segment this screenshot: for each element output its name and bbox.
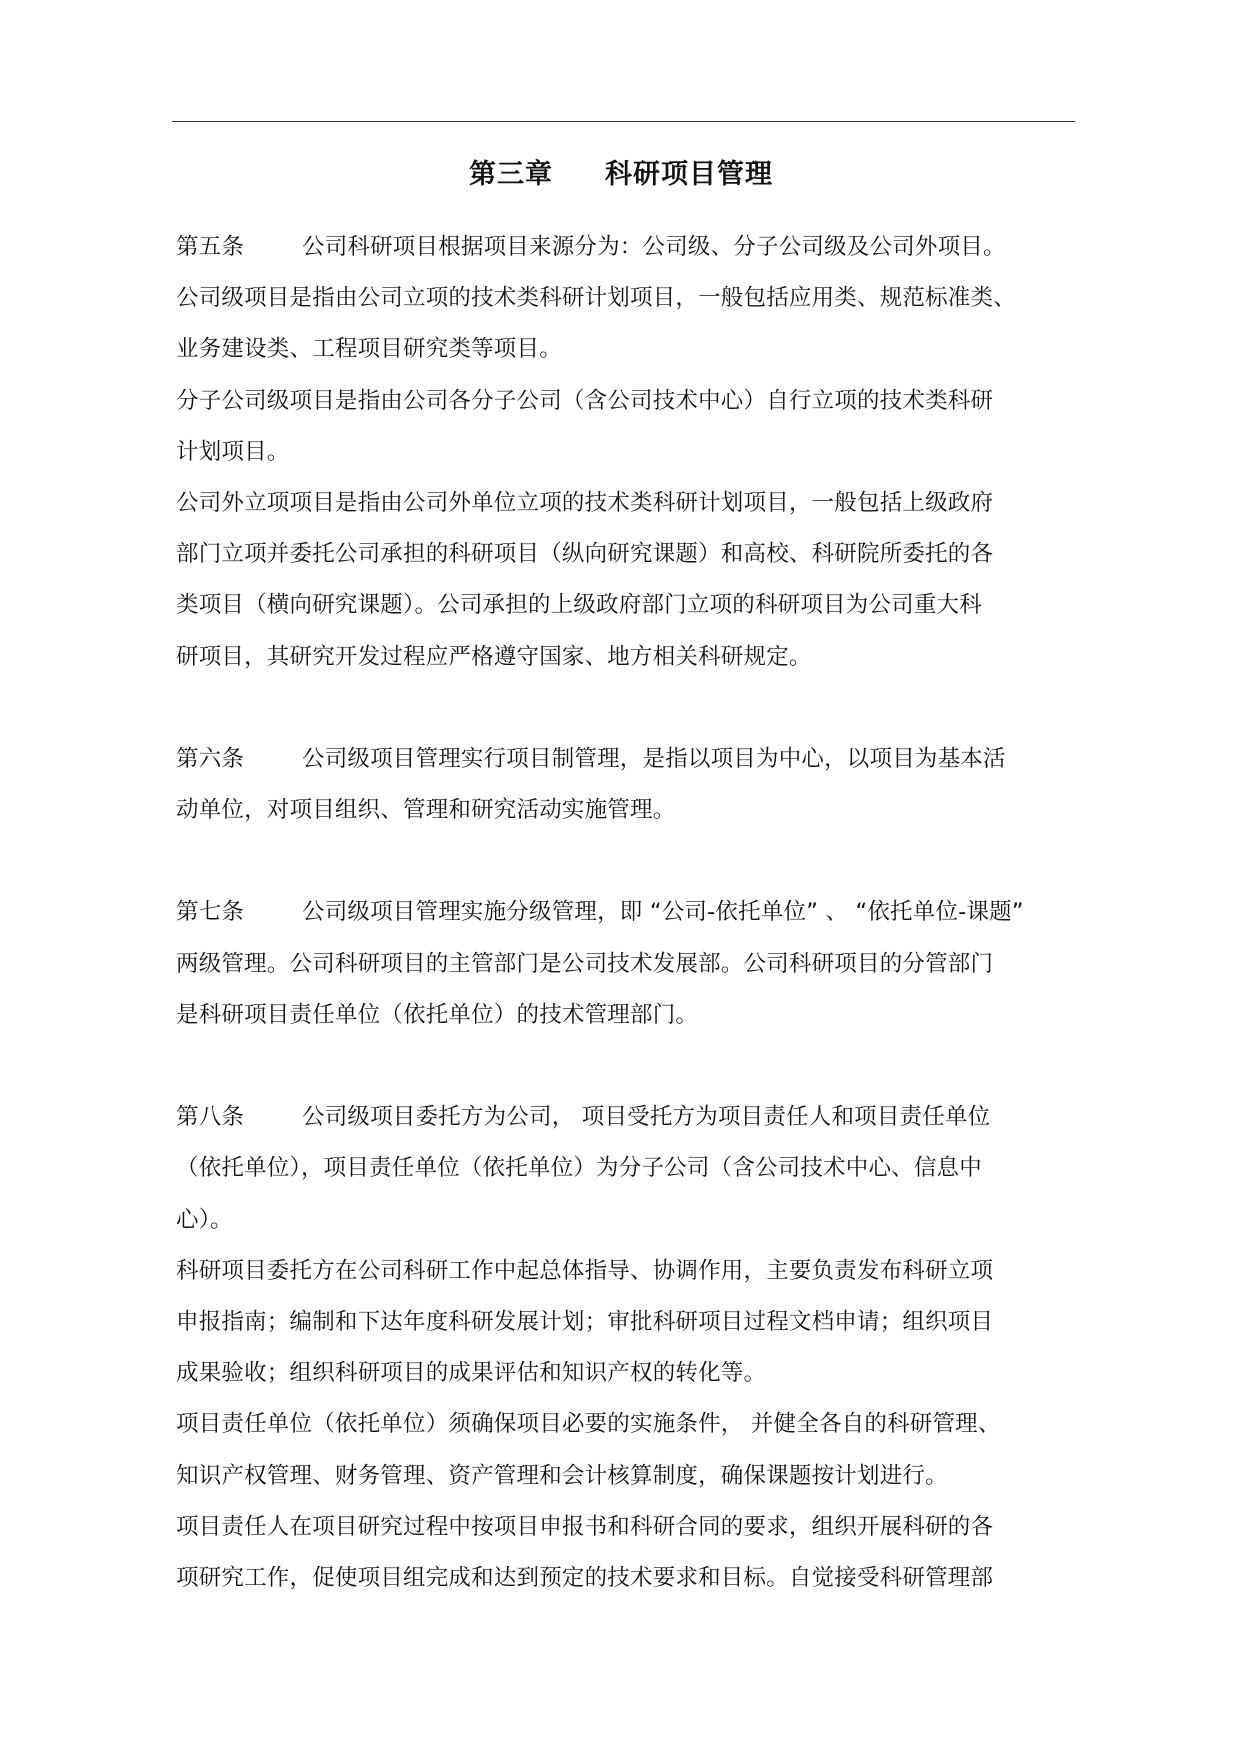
paragraph-line: 项研究工作，促使项目组完成和达到预定的技术要求和目标。自觉接受科研管理部 bbox=[176, 1564, 994, 1591]
paragraph-line: 科研项目委托方在公司科研工作中起总体指导、协调作用，主要负责发布科研立项 bbox=[176, 1257, 994, 1284]
document-body bbox=[176, 222, 1096, 1604]
header-rule bbox=[172, 121, 1075, 122]
article-5-first-line bbox=[176, 222, 1096, 273]
paragraph-line: 项目责任人在项目研究过程中按项目申报书和科研合同的要求，组织开展科研的各 bbox=[176, 1513, 994, 1540]
paragraph-line: 两级管理。公司科研项目的主管部门是公司技术发展部。公司科研项目的分管部门 bbox=[176, 950, 994, 977]
article-7-first-line bbox=[176, 887, 1096, 938]
article-text: 公司科研项目根据项目来源分为：公司级、分子公司级及公司外项目。 bbox=[302, 234, 1006, 260]
chapter-heading bbox=[0, 155, 1242, 195]
article-number: 第六条 bbox=[176, 745, 245, 772]
paragraph-line: 分子公司级项目是指由公司各分子公司（含公司技术中心）自行立项的技术类科研 bbox=[176, 387, 994, 414]
paragraph-line: 计划项目。 bbox=[176, 438, 290, 465]
paragraph-line: 心）。 bbox=[176, 1206, 233, 1233]
article-text: 公司级项目管理实施分级管理，即 “公司-依托单位” 、 “依托单位-课题” bbox=[302, 899, 1024, 926]
article-text: 公司级项目委托方为公司， 项目受托方为项目责任人和项目责任单位 bbox=[302, 1104, 991, 1131]
blank-line bbox=[176, 1041, 1096, 1092]
paragraph-line: 公司级项目是指由公司立项的技术类科研计划项目，一般包括应用类、规范标准类、 bbox=[176, 285, 1016, 312]
paragraph-line: 申报指南；编制和下达年度科研发展计划；审批科研项目过程文档申请；组织项目 bbox=[176, 1308, 994, 1335]
paragraph-line: 研项目，其研究开发过程应严格遵守国家、地方相关科研规定。 bbox=[176, 643, 812, 670]
paragraph-line: 知识产权管理、财务管理、资产管理和会计核算制度，确保课题按计划进行。 bbox=[176, 1462, 948, 1489]
blank-line bbox=[176, 836, 1096, 887]
paragraph-line: 业务建设类、工程项目研究类等项目。 bbox=[176, 336, 562, 363]
paragraph-line: 公司外立项项目是指由公司外单位立项的技术类科研计划项目，一般包括上级政府 bbox=[176, 489, 994, 516]
paragraph-line: 成果验收；组织科研项目的成果评估和知识产权的转化等。 bbox=[176, 1360, 767, 1387]
article-6-first-line bbox=[176, 734, 1096, 785]
article-number: 第八条 bbox=[176, 1104, 245, 1131]
paragraph-line: 部门立项并委托公司承担的科研项目（纵向研究课题）和高校、科研院所委托的各 bbox=[176, 541, 994, 568]
paragraph-line: 动单位，对项目组织、管理和研究活动实施管理。 bbox=[176, 797, 676, 824]
paragraph-line: 项目责任单位（依托单位）须确保项目必要的实施条件， 并健全各自的科研管理、 bbox=[176, 1411, 1001, 1438]
paragraph-line: （依托单位），项目责任单位（依托单位）为分子公司（含公司技术中心、信息中 bbox=[176, 1155, 982, 1182]
article-number: 第七条 bbox=[176, 899, 245, 926]
article-8-first-line bbox=[176, 1092, 1096, 1143]
chapter-title: 科研项目管理 bbox=[605, 159, 773, 190]
paragraph-line: 是科研项目责任单位（依托单位）的技术管理部门。 bbox=[176, 1001, 699, 1028]
blank-line bbox=[176, 683, 1096, 734]
paragraph-line: 类项目（横向研究课题）。公司承担的上级政府部门立项的科研项目为公司重大科 bbox=[176, 592, 982, 619]
article-number: 第五条 bbox=[176, 234, 245, 260]
article-text: 公司级项目管理实行项目制管理，是指以项目为中心，以项目为基本活 bbox=[302, 745, 1006, 772]
chapter-label: 第三章 bbox=[469, 159, 553, 190]
